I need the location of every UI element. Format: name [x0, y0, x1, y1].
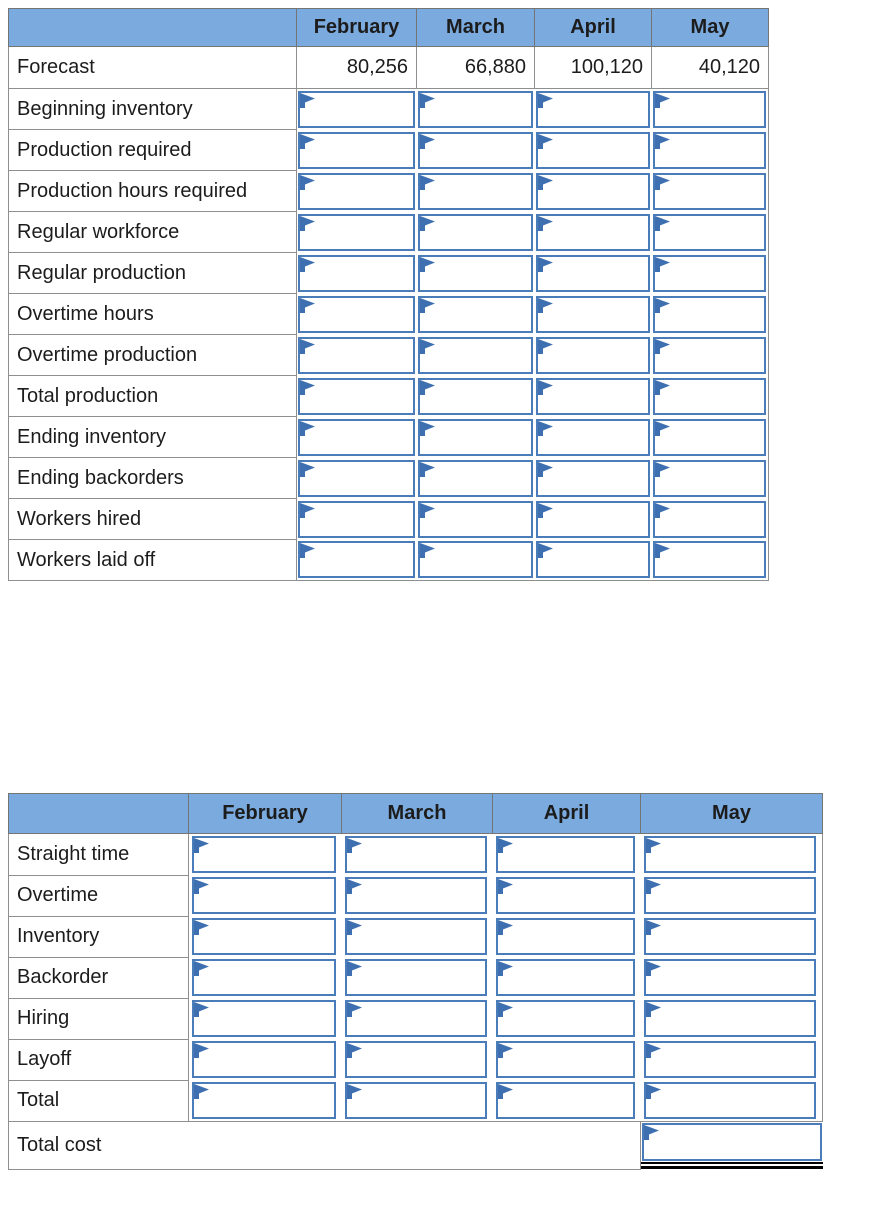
input-ending-inventory-april[interactable]	[536, 419, 650, 456]
answer-flag-icon	[538, 543, 555, 558]
answer-flag-icon	[420, 380, 437, 395]
table-row	[9, 294, 769, 335]
answer-flag-icon	[300, 462, 317, 477]
input-workers-laid-off-april[interactable]	[536, 541, 650, 578]
row-label-ending-backorders: Ending backorders	[9, 458, 297, 499]
input-total-cost-may[interactable]	[642, 1123, 822, 1161]
table-row	[9, 171, 769, 212]
input-workers-hired-march[interactable]	[418, 501, 533, 538]
forecast-value-april: 100,120	[535, 47, 652, 89]
table-row	[9, 916, 823, 957]
row-label-layoff: Layoff	[9, 1039, 189, 1080]
answer-flag-icon	[194, 879, 211, 894]
input-overtime-production-may[interactable]	[653, 337, 767, 374]
input-overtime-production-march[interactable]	[418, 337, 533, 374]
input-hiring-may[interactable]	[644, 1000, 817, 1037]
answer-flag-icon	[347, 1084, 364, 1099]
answer-flag-icon	[194, 838, 211, 853]
column-header-april: April	[493, 794, 641, 834]
answer-flag-icon	[300, 175, 317, 190]
column-header-march: March	[417, 9, 535, 47]
answer-flag-icon	[655, 421, 672, 436]
row-label-forecast: Forecast	[9, 47, 297, 89]
table-row	[9, 130, 769, 171]
answer-flag-icon	[655, 298, 672, 313]
input-ending-backorders-may[interactable]	[653, 460, 767, 497]
row-label-ending-inventory: Ending inventory	[9, 417, 297, 458]
double-underline	[641, 1162, 823, 1169]
answer-flag-icon	[420, 93, 437, 108]
table-row	[9, 47, 769, 89]
row-label-regular-workforce: Regular workforce	[9, 212, 297, 253]
input-overtime-hours-february[interactable]	[298, 296, 415, 333]
answer-flag-icon	[194, 1084, 211, 1099]
input-total-may[interactable]	[644, 1082, 817, 1119]
production-plan-table	[8, 8, 769, 581]
input-straight-time-may[interactable]	[644, 836, 817, 873]
answer-flag-icon	[655, 380, 672, 395]
input-production-hours-required-may[interactable]	[653, 173, 767, 210]
answer-flag-icon	[420, 462, 437, 477]
answer-flag-icon	[538, 216, 555, 231]
answer-flag-icon	[538, 462, 555, 477]
answer-flag-icon	[194, 961, 211, 976]
answer-flag-icon	[655, 257, 672, 272]
input-total-production-march[interactable]	[418, 378, 533, 415]
answer-flag-icon	[194, 1043, 211, 1058]
column-header-march: March	[342, 794, 493, 834]
answer-flag-icon	[194, 1002, 211, 1017]
input-layoff-april[interactable]	[496, 1041, 635, 1078]
row-label-straight-time: Straight time	[9, 834, 189, 876]
header-row	[9, 794, 823, 834]
answer-flag-icon	[194, 920, 211, 935]
answer-flag-icon	[655, 134, 672, 149]
input-regular-production-may[interactable]	[653, 255, 767, 292]
table-row	[9, 499, 769, 540]
row-label-workers-hired: Workers hired	[9, 499, 297, 540]
table-row	[9, 998, 823, 1039]
answer-flag-icon	[644, 1125, 661, 1140]
answer-flag-icon	[498, 838, 515, 853]
row-label-total: Total	[9, 1080, 189, 1122]
input-production-hours-required-april[interactable]	[536, 173, 650, 210]
answer-flag-icon	[538, 380, 555, 395]
answer-flag-icon	[498, 879, 515, 894]
row-label-overtime-hours: Overtime hours	[9, 294, 297, 335]
row-label-production-required: Production required	[9, 130, 297, 171]
table-row	[9, 540, 769, 581]
input-production-hours-required-march[interactable]	[418, 173, 533, 210]
input-production-required-may[interactable]	[653, 132, 767, 169]
input-total-april[interactable]	[496, 1082, 635, 1119]
input-overtime-hours-april[interactable]	[536, 296, 650, 333]
input-regular-production-april[interactable]	[536, 255, 650, 292]
answer-flag-icon	[300, 339, 317, 354]
answer-flag-icon	[538, 175, 555, 190]
answer-flag-icon	[646, 961, 663, 976]
answer-flag-icon	[538, 257, 555, 272]
answer-flag-icon	[646, 1084, 663, 1099]
forecast-value-may: 40,120	[652, 47, 769, 89]
row-label-overtime-production: Overtime production	[9, 335, 297, 376]
answer-flag-icon	[300, 216, 317, 231]
input-regular-production-march[interactable]	[418, 255, 533, 292]
answer-flag-icon	[646, 920, 663, 935]
table-row	[9, 335, 769, 376]
row-label-total-cost: Total cost	[9, 1122, 641, 1170]
answer-flag-icon	[420, 339, 437, 354]
input-workers-hired-may[interactable]	[653, 501, 767, 538]
input-workers-laid-off-may[interactable]	[653, 541, 767, 578]
input-backorder-may[interactable]	[644, 959, 817, 996]
answer-flag-icon	[347, 1002, 364, 1017]
table-row	[9, 957, 823, 998]
input-total-february[interactable]	[192, 1082, 336, 1119]
answer-flag-icon	[498, 920, 515, 935]
answer-flag-icon	[420, 175, 437, 190]
answer-flag-icon	[498, 1002, 515, 1017]
answer-flag-icon	[655, 216, 672, 231]
input-overtime-hours-march[interactable]	[418, 296, 533, 333]
input-layoff-may[interactable]	[644, 1041, 817, 1078]
answer-flag-icon	[538, 93, 555, 108]
input-beginning-inventory-april[interactable]	[536, 91, 650, 128]
answer-flag-icon	[420, 543, 437, 558]
row-label-regular-production: Regular production	[9, 253, 297, 294]
column-header-april: April	[535, 9, 652, 47]
input-total-production-february[interactable]	[298, 378, 415, 415]
answer-flag-icon	[300, 380, 317, 395]
forecast-value-march: 66,880	[417, 47, 535, 89]
input-inventory-february[interactable]	[192, 918, 336, 955]
cost-summary-table	[8, 793, 823, 1170]
table-row	[9, 1080, 823, 1122]
row-label-backorder: Backorder	[9, 957, 189, 998]
answer-flag-icon	[646, 838, 663, 853]
row-label-hiring: Hiring	[9, 998, 189, 1039]
row-label-workers-laid-off: Workers laid off	[9, 540, 297, 581]
answer-flag-icon	[300, 543, 317, 558]
input-layoff-february[interactable]	[192, 1041, 336, 1078]
answer-flag-icon	[300, 298, 317, 313]
answer-flag-icon	[347, 920, 364, 935]
input-overtime-hours-may[interactable]	[653, 296, 767, 333]
input-total-production-may[interactable]	[653, 378, 767, 415]
input-inventory-may[interactable]	[644, 918, 817, 955]
answer-flag-icon	[538, 298, 555, 313]
answer-flag-icon	[655, 93, 672, 108]
input-backorder-february[interactable]	[192, 959, 336, 996]
answer-flag-icon	[300, 257, 317, 272]
answer-flag-icon	[646, 1002, 663, 1017]
input-total-production-april[interactable]	[536, 378, 650, 415]
column-header-february: February	[297, 9, 417, 47]
input-regular-workforce-may[interactable]	[653, 214, 767, 251]
input-straight-time-april[interactable]	[496, 836, 635, 873]
table-row	[9, 376, 769, 417]
table-row	[9, 875, 823, 916]
answer-flag-icon	[420, 134, 437, 149]
table-row	[9, 253, 769, 294]
answer-flag-icon	[655, 503, 672, 518]
input-straight-time-february[interactable]	[192, 836, 336, 873]
table-row	[9, 458, 769, 499]
answer-flag-icon	[420, 216, 437, 231]
input-backorder-march[interactable]	[345, 959, 487, 996]
answer-flag-icon	[347, 838, 364, 853]
row-label-inventory: Inventory	[9, 916, 189, 957]
input-hiring-april[interactable]	[496, 1000, 635, 1037]
answer-flag-icon	[300, 134, 317, 149]
answer-flag-icon	[420, 257, 437, 272]
input-hiring-february[interactable]	[192, 1000, 336, 1037]
column-header-may: May	[652, 9, 769, 47]
answer-flag-icon	[538, 503, 555, 518]
answer-flag-icon	[538, 134, 555, 149]
answer-flag-icon	[300, 93, 317, 108]
input-beginning-inventory-march[interactable]	[418, 91, 533, 128]
input-production-hours-required-february[interactable]	[298, 173, 415, 210]
table-row	[9, 212, 769, 253]
input-overtime-april[interactable]	[496, 877, 635, 914]
row-label-production-hours-required: Production hours required	[9, 171, 297, 212]
answer-flag-icon	[498, 1084, 515, 1099]
input-total-march[interactable]	[345, 1082, 487, 1119]
input-straight-time-march[interactable]	[345, 836, 487, 873]
answer-flag-icon	[498, 961, 515, 976]
forecast-value-february: 80,256	[297, 47, 417, 89]
answer-flag-icon	[655, 339, 672, 354]
input-overtime-production-february[interactable]	[298, 337, 415, 374]
answer-flag-icon	[347, 961, 364, 976]
input-overtime-march[interactable]	[345, 877, 487, 914]
answer-flag-icon	[347, 1043, 364, 1058]
column-header-may: May	[641, 794, 823, 834]
answer-flag-icon	[420, 503, 437, 518]
input-regular-workforce-april[interactable]	[536, 214, 650, 251]
input-inventory-april[interactable]	[496, 918, 635, 955]
input-hiring-march[interactable]	[345, 1000, 487, 1037]
input-ending-inventory-may[interactable]	[653, 419, 767, 456]
answer-flag-icon	[646, 879, 663, 894]
table-row	[9, 834, 823, 876]
input-workers-laid-off-february[interactable]	[298, 541, 415, 578]
input-workers-hired-april[interactable]	[536, 501, 650, 538]
input-overtime-february[interactable]	[192, 877, 336, 914]
input-layoff-march[interactable]	[345, 1041, 487, 1078]
answer-flag-icon	[420, 298, 437, 313]
input-ending-inventory-february[interactable]	[298, 419, 415, 456]
answer-flag-icon	[646, 1043, 663, 1058]
input-regular-workforce-march[interactable]	[418, 214, 533, 251]
table-row	[9, 1039, 823, 1080]
input-production-required-february[interactable]	[298, 132, 415, 169]
input-ending-backorders-february[interactable]	[298, 460, 415, 497]
answer-flag-icon	[655, 175, 672, 190]
table-row	[9, 89, 769, 130]
input-inventory-march[interactable]	[345, 918, 487, 955]
input-regular-production-february[interactable]	[298, 255, 415, 292]
table-row	[9, 417, 769, 458]
answer-flag-icon	[655, 462, 672, 477]
row-label-overtime: Overtime	[9, 875, 189, 916]
answer-flag-icon	[655, 543, 672, 558]
input-ending-inventory-march[interactable]	[418, 419, 533, 456]
column-header-february: February	[189, 794, 342, 834]
input-beginning-inventory-may[interactable]	[653, 91, 767, 128]
input-production-required-april[interactable]	[536, 132, 650, 169]
corner-cell	[9, 9, 297, 47]
input-backorder-april[interactable]	[496, 959, 635, 996]
input-overtime-may[interactable]	[644, 877, 817, 914]
input-overtime-production-april[interactable]	[536, 337, 650, 374]
answer-flag-icon	[538, 421, 555, 436]
input-ending-backorders-march[interactable]	[418, 460, 533, 497]
answer-flag-icon	[300, 421, 317, 436]
input-production-required-march[interactable]	[418, 132, 533, 169]
corner-cell	[9, 794, 189, 834]
answer-flag-icon	[347, 879, 364, 894]
answer-flag-icon	[300, 503, 317, 518]
row-label-beginning-inventory: Beginning inventory	[9, 89, 297, 130]
answer-flag-icon	[420, 421, 437, 436]
row-label-total-production: Total production	[9, 376, 297, 417]
input-ending-backorders-april[interactable]	[536, 460, 650, 497]
table-row	[9, 1122, 823, 1170]
input-regular-workforce-february[interactable]	[298, 214, 415, 251]
input-workers-laid-off-march[interactable]	[418, 541, 533, 578]
input-workers-hired-february[interactable]	[298, 501, 415, 538]
input-beginning-inventory-february[interactable]	[298, 91, 415, 128]
answer-flag-icon	[498, 1043, 515, 1058]
answer-flag-icon	[538, 339, 555, 354]
header-row	[9, 9, 769, 47]
